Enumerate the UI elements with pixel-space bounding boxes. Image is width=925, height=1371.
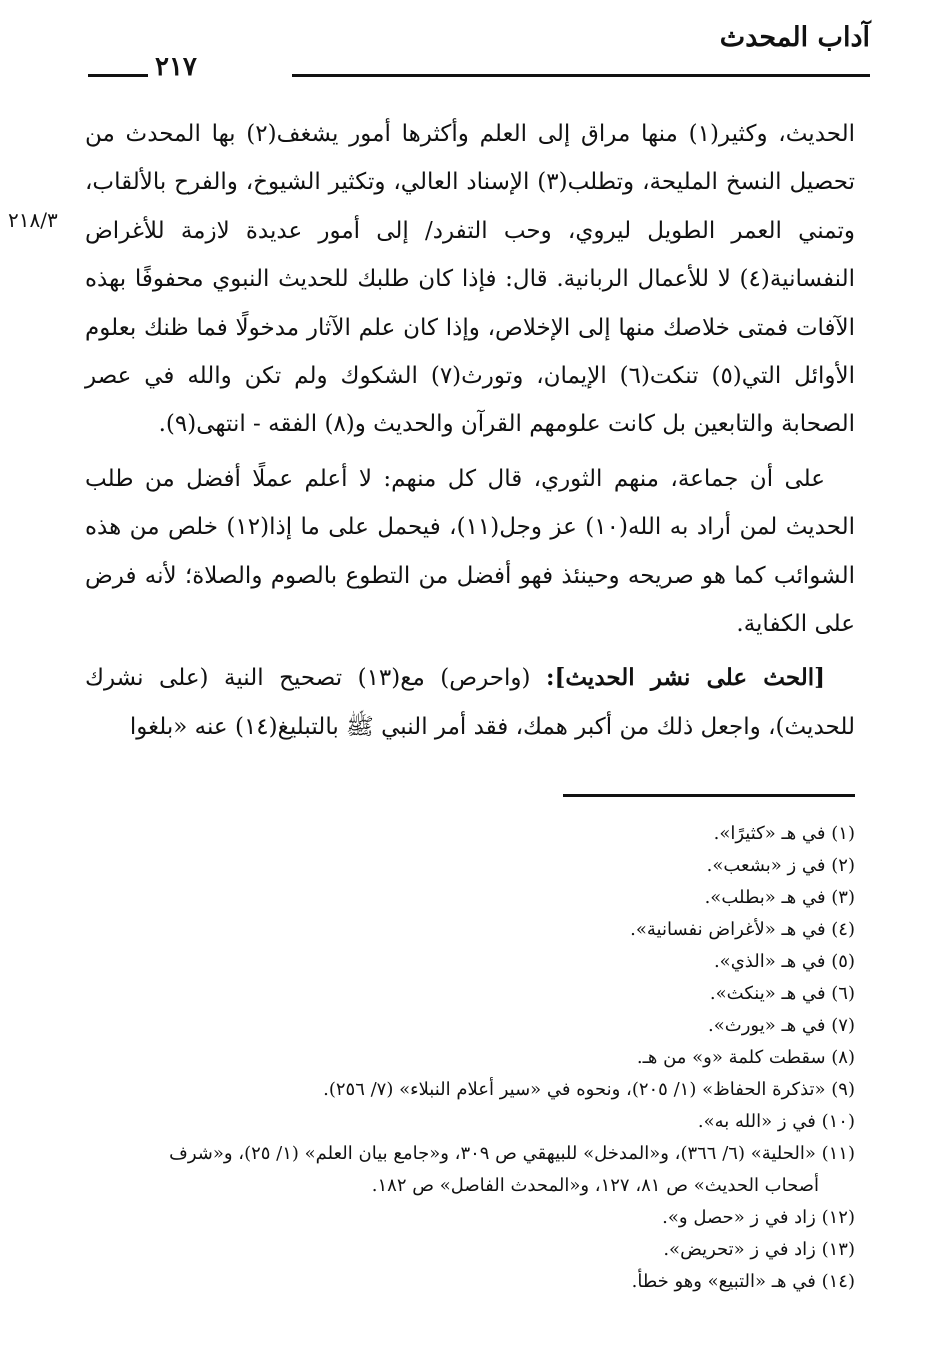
footnote-separator (563, 794, 855, 797)
footnote: (٨) سقطت كلمة «و» من هـ. (636, 1047, 855, 1068)
header-rule-short (88, 74, 148, 77)
paragraph-2: على أن جماعة، منهم الثوري، قال كل منهم: لا أعلم عملًا أفضل من طلب الحديث لمن أراد به الله(١٠) عز وجل(١١)، فيحمل على ما إذا(١٢) خلص من هذه الشوائب كما هو صريحه وحينئذ فهو أفضل من التطوع بالصوم والصلاة؛ لأنه فرض على الكفاية. (85, 465, 855, 638)
footnote: (٢) في ز «بشعب». (706, 855, 855, 876)
paragraph-1: الحديث، وكثير(١) منها مراق إلى العلم وأكثرها أمور يشغف(٢) بها المحدث من تحصيل النسخ المليحة، وتطلب(٣) الإسناد العالي، وتكثير الشيوخ، والفرح بالألقاب، وتمني العمر الطويل ليروي، وحب التفرد/ إلى أمور عديدة لازمة للأغراض النفسانية(٤) لا للأعمال الربانية. قال: فإذا كان طلبك للحديث النبوي محفوفًا بهذه الآفات فمتى خلاصك منها إلى الإخلاص، وإذا كان علم الآثار مدخولًا فما ظنك بعلوم الأوائل التي(٥) تنكت(٦) الإيمان، وتورث(٧) الشكوك ولم تكن والله في عصر الصحابة والتابعين بل كانت علومهم القرآن والحديث و(٨) الفقه - انتهى(٩). (85, 121, 856, 438)
page-header (70, 22, 870, 82)
footnote: (٧) في هـ «يورث». (708, 1015, 855, 1036)
footnote: (٩) «تذكرة الحفاظ» (١/ ٢٠٥)، ونحوه في «سير أعلام النبلاء» (٧/ ٢٥٦). (323, 1079, 855, 1100)
paragraph-3-text: (واحرص) مع(١٣) تصحيح النية (على نشرك للحديث)، واجعل ذلك من أكبر همك، فقد أمر النبي ﷺ بالتبليغ(١٤) عنه «بلغوا (85, 665, 855, 740)
section-heading: [الحث على نشر الحديث]: (545, 664, 826, 692)
footnote: (١) في هـ «كثيرًا». (713, 823, 855, 844)
footnote: (٦) في هـ «ينكث». (709, 983, 855, 1004)
header-rule (292, 74, 870, 77)
footnote: (١٣) زاد في ز «تحريض». (663, 1239, 855, 1260)
footnote: (١٢) زاد في ز «حصل و». (662, 1207, 855, 1228)
footnote: (١٠) في ز «الله به». (697, 1111, 855, 1132)
footnote: (٣) في هـ «بطلب». (704, 887, 855, 908)
footnotes (75, 818, 855, 1298)
footnote: (٤) في هـ «لأغراض نفسانية». (630, 919, 855, 940)
margin-volume-page-note: ٢١٨/٣ (8, 208, 58, 232)
main-text (85, 110, 855, 757)
footnote: (٥) في هـ «الذي». (713, 951, 855, 972)
footnote: (١١) «الحلية» (٦/ ٣٦٦)، و«المدخل» للبيهقي ص ٣٠٩، و«جامع بيان العلم» (١/ ٢٥)، و«شرف (169, 1143, 855, 1164)
paragraph-3 (85, 654, 855, 751)
footnote-continuation: أصحاب الحديث» ص ٨١، ١٢٧، و«المحدث الفاصل» ص ١٨٢. (371, 1175, 819, 1196)
footnote: (١٤) في هـ «التبيع» وهو خطأ. (631, 1271, 855, 1292)
page-number: ٢١٧ (155, 52, 197, 82)
running-title: آداب المحدث (719, 22, 870, 53)
